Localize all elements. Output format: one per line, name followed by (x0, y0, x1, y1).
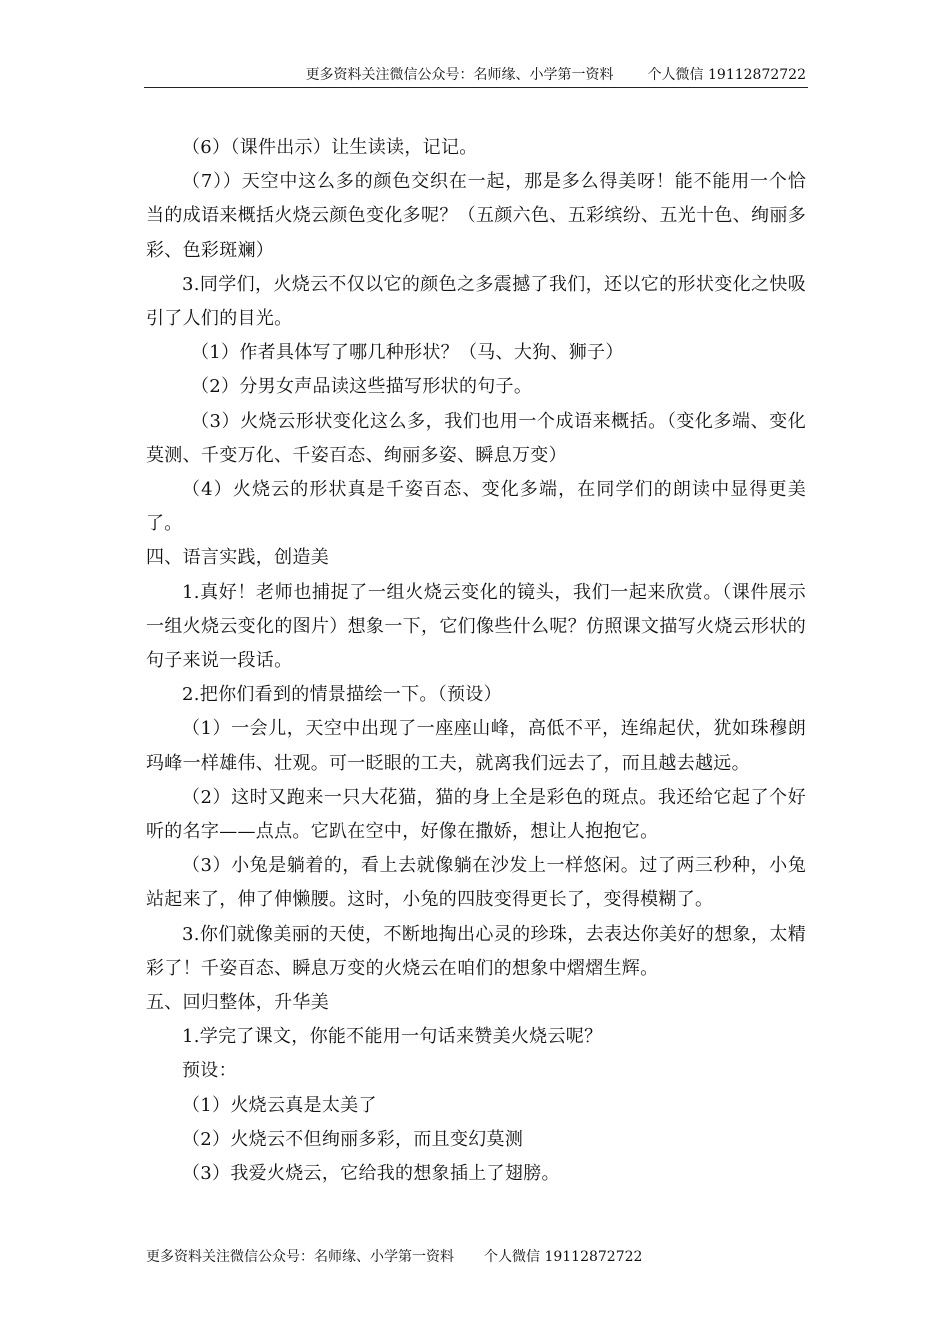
paragraph: 2.把你们看到的情景描绘一下。（预设） (182, 684, 502, 706)
header-wechat-contact: 个人微信 19112872722 (647, 67, 806, 83)
paragraph: （6）（课件出示）让生读读，记记。 (182, 137, 478, 158)
paragraph: （4）火烧云的形状真是千姿百态、变化多端，在同学们的朗读中显得更美了。 (146, 479, 806, 535)
paragraph: （2）这时又跑来一只大花猫，猫的身上全是彩色的斑点。我还给它起了个好听的名字——点点。它趴在空中，好像在撒娇，想让人抱抱它。 (146, 786, 806, 843)
paragraph: （2）分男女声品读这些描写形状的句子。 (191, 376, 533, 398)
footer-wechat-contact: 个人微信 19112872722 (484, 1249, 643, 1265)
header-rule (144, 87, 808, 88)
paragraph: （1）火烧云真是太美了 (182, 1094, 377, 1116)
paragraph: （3）小兔是躺着的，看上去就像躺在沙发上一样悠闲。过了两三秒种，小兔站起来了，伸了伸懒腰。这时，小兔的四肢变得更长了，变得模糊了。 (146, 855, 806, 911)
paragraph: 预设： (182, 1060, 237, 1082)
paragraph: 3.你们就像美丽的天使，不断地掏出心灵的珍珠，去表达你美好的想象，太精彩了！千姿百态、瞬息万变的火烧云在咱们的想象中熠熠生辉。 (146, 923, 806, 979)
header-promo-text: 更多资料关注微信公众号：名师缘、小学第一资料 (305, 67, 614, 83)
section-heading: 五、回归整体，升华美 (146, 992, 329, 1014)
paragraph: （3）我爱火烧云，它给我的想象插上了翅膀。 (182, 1163, 560, 1185)
paragraph: （1）作者具体写了哪几种形状？（马、大狗、狮子） (191, 342, 624, 364)
page-footer (146, 1246, 642, 1268)
paragraph: （1）一会儿，天空中出现了一座座山峰，高低不平，连绵起伏，犹如珠穆朗玛峰一样雄伟、壮观。可一眨眼的工夫，就离我们远去了，而且越去越远。 (146, 718, 806, 774)
section-heading: 四、语言实践，创造美 (146, 547, 329, 569)
paragraph: （7））天空中这么多的颜色交织在一起，那是多么得美呀！能不能用一个恰当的成语来概括火烧云颜色变化多呢？（五颜六色、五彩缤纷、五光十色、绚丽多彩、色彩斑斓） (146, 171, 806, 261)
paragraph: 1.真好！老师也捕捉了一组火烧云变化的镜头，我们一起来欣赏。（课件展示一组火烧云变化的图片）想象一下，它们像些什么呢？仿照课文描写火烧云形状的句子来说一段话。 (146, 581, 806, 672)
paragraph: 1.学完了课文，你能不能用一句话来赞美火烧云呢？ (182, 1026, 603, 1048)
paragraph: （3）火烧云形状变化这么多，我们也用一个成语来概括。（变化多端、变化莫测、千变万化、千姿百态、绚丽多姿、瞬息万变） (146, 410, 806, 466)
document-body (146, 131, 806, 1191)
paragraph: （2）火烧云不但绚丽多彩，而且变幻莫测 (182, 1128, 524, 1150)
paragraph: 3.同学们，火烧云不仅以它的颜色之多震撼了我们，还以它的形状变化之快吸引了人们的目光。 (146, 273, 806, 330)
footer-promo-text: 更多资料关注微信公众号：名师缘、小学第一资料 (146, 1249, 454, 1265)
page-header (146, 64, 806, 86)
